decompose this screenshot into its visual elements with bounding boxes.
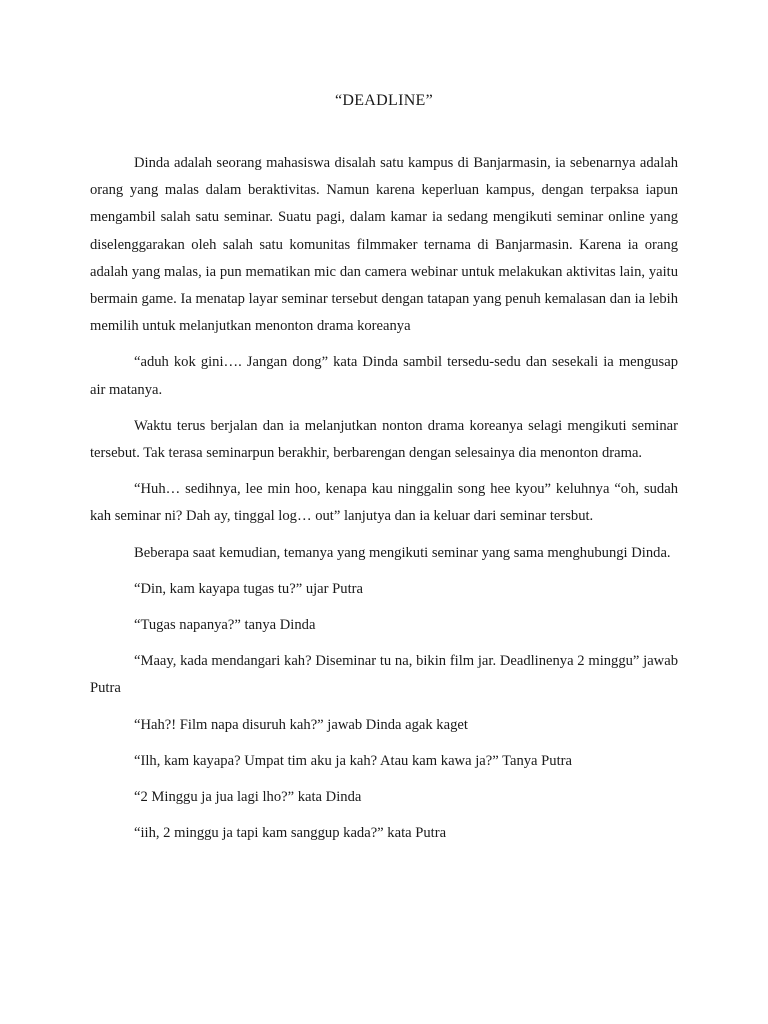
paragraph: “2 Minggu ja jua lagi lho?” kata Dinda xyxy=(134,789,362,806)
paragraph: “Huh… sedihnya, lee min hoo, kenapa kau ninggalin song hee kyou” keluhnya “oh, sudah kah seminar ni? Dah ay, tinggal log… out” lanjutya dan ia keluar dari seminar tersbut. xyxy=(90,481,678,525)
document-title: “DEADLINE” xyxy=(334,92,434,109)
paragraph: “Din, kam kayapa tugas tu?” ujar Putra xyxy=(134,580,363,597)
paragraph: Waktu terus berjalan dan ia melanjutkan nonton drama koreanya selagi mengikuti seminar tersebut. Tak terasa seminarpun berakhir, berbarengan dengan selesainya dia menonton drama. xyxy=(90,417,678,462)
paragraph: “aduh kok gini…. Jangan dong” kata Dinda sambil tersedu-sedu dan sesekali ia mengusap air matanya. xyxy=(90,354,678,398)
paragraph: Dinda adalah seorang mahasiswa disalah satu kampus di Banjarmasin, ia sebenarnya adalah orang yang malas dalam beraktivitas. Namun karena keperluan kampus, dengan terpaksa iapun mengambil salah satu seminar. Suatu pagi, dalam kamar ia sedang mengikuti seminar online yang diselenggarakan oleh salah satu komunitas filmmaker ternama di Banjarmasin. Karena ia orang adalah yang malas, ia pun mematikan mic dan camera webinar untuk melakukan aktivitas lain, yaitu bermain game. Ia menatap layar seminar tersebut dengan tatapan yang penuh kemalasan dan ia lebih memilih untuk melanjutkan menonton drama koreanya xyxy=(90,155,678,335)
paragraph: “iih, 2 minggu ja tapi kam sanggup kada?” kata Putra xyxy=(134,825,447,842)
paragraph: “Hah?! Film napa disuruh kah?” jawab Dinda agak kaget xyxy=(134,716,468,733)
paragraph: “Ilh, kam kayapa? Umpat tim aku ja kah? Atau kam kawa ja?” Tanya Putra xyxy=(134,752,572,769)
paragraph: “Tugas napanya?” tanya Dinda xyxy=(134,617,316,634)
paragraph: “Maay, kada mendangari kah? Diseminar tu na, bikin film jar. Deadlinenya 2 minggu” jawab Putra xyxy=(90,653,678,697)
paragraph: Beberapa saat kemudian, temanya yang mengikuti seminar yang sama menghubungi Dinda. xyxy=(134,544,671,561)
document-body xyxy=(90,150,678,856)
